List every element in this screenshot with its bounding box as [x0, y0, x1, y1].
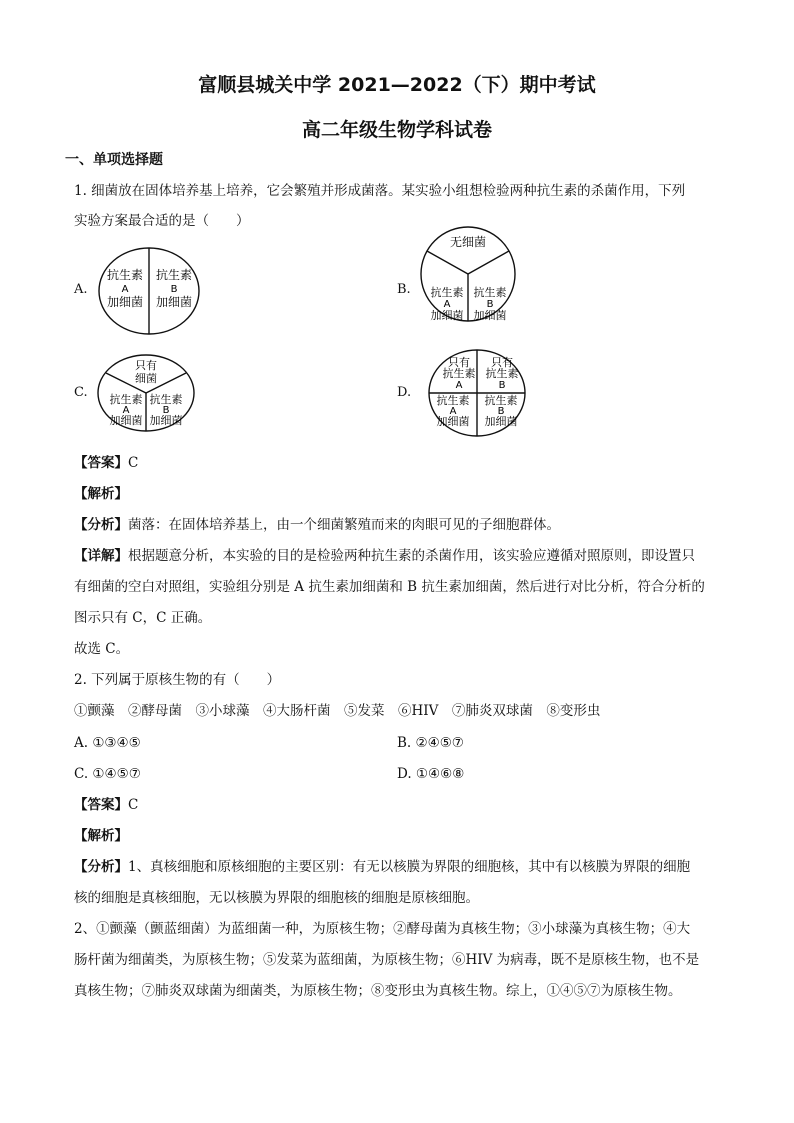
label-text: 抗生素 — [109, 393, 143, 406]
label-text: B — [170, 284, 178, 295]
label-text: 抗生素 — [149, 393, 183, 406]
divider-line — [468, 251, 509, 274]
q1-option-d-diagram — [427, 348, 527, 438]
answer-tag: 【答案】 — [74, 455, 128, 471]
q2-option-d: D. ①④⑥⑧ — [397, 766, 465, 782]
label-text: 抗生素 — [485, 367, 519, 380]
label-text: 抗生素 — [442, 367, 476, 380]
q2-items: ①颤藻 ②酵母菌 ③小球藻 ④大肠杆菌 ⑤发菜 ⑥HIV ⑦肺炎双球菌 ⑧变形虫 — [74, 703, 601, 719]
label-text: 抗生素 — [155, 268, 193, 282]
answer-value: C — [128, 797, 139, 813]
label-text: A — [449, 406, 457, 417]
fenxi-tag: 【分析】 — [74, 517, 128, 533]
label-text: 加细菌 — [106, 295, 144, 309]
q1-option-b-label: B. — [397, 282, 411, 297]
q2-analysis-tag: 【解析】 — [74, 828, 128, 844]
q1-option-a-diagram — [98, 246, 202, 338]
label-text: 抗生素 — [106, 268, 144, 282]
label-text: A — [455, 380, 463, 391]
label-text: 加细菌 — [436, 415, 470, 428]
label-text: 只有 — [491, 356, 513, 369]
xiangjie-text: 根据题意分析，本实验的目的是检验两种抗生素的杀菌作用，该实验应遵循对照原则，即设置只 — [128, 548, 695, 564]
q2-p2-line3: 真核生物；⑦肺炎双球菌为细菌类，为原核生物；⑧变形虫为真核生物。综上，①④⑤⑦为原核生物。 — [74, 983, 682, 999]
label-text: 只有 — [448, 356, 470, 369]
page-subtitle: 高二年级生物学科试卷 — [301, 119, 492, 141]
q1-option-c-label: C. — [74, 385, 88, 400]
q1-option-a-label: A. — [74, 282, 88, 297]
section-heading: 一、单项选择题 — [65, 152, 163, 168]
fenxi-text: 1、真核细胞和原核细胞的主要区别：有无以核膜为界限的细胞核，其中有以核膜为界限的细胞 — [128, 859, 691, 875]
q2-fenxi-line2: 核的细胞是真核细胞，无以核膜为界限的细胞核的细胞是原核细胞。 — [74, 890, 479, 906]
q2-option-c: C. ①④⑤⑦ — [74, 766, 141, 782]
q1-stem-line2: 实验方案最合适的是（ ） — [74, 213, 250, 229]
label-text: 加细菌 — [149, 414, 183, 427]
q2-stem: 2. 下列属于原核生物的有（ ） — [74, 672, 281, 688]
q2-fenxi-line1 — [74, 858, 690, 876]
page-title: 富顺县城关中学 2021—2022（下）期中考试 — [198, 74, 596, 96]
label-text: 加细菌 — [155, 295, 193, 309]
q1-xiangjie-line1 — [74, 547, 695, 565]
q1-conclusion: 故选 C。 — [74, 641, 130, 657]
xiangjie-tag: 【详解】 — [74, 548, 128, 564]
q1-analysis-tag: 【解析】 — [74, 486, 128, 502]
label-text: 加细菌 — [473, 309, 507, 322]
label-text: 抗生素 — [473, 286, 507, 299]
q1-option-b-diagram — [419, 224, 517, 324]
q1-xiangjie-line2: 有细菌的空白对照组，实验组分别是 A 抗生素加细菌和 B 抗生素加细菌，然后进行对比分析，符合分析的 — [74, 579, 705, 595]
label-text: 只有 — [135, 359, 157, 372]
label-text: A — [122, 405, 130, 416]
label-text: 无细菌 — [449, 235, 487, 249]
label-text: 加细菌 — [430, 309, 464, 322]
label-text: 加细菌 — [109, 414, 143, 427]
label-text: B — [497, 406, 505, 417]
answer-value: C — [128, 455, 139, 471]
q2-p2-line2: 肠杆菌为细菌类，为原核生物；⑤发菜为蓝细菌，为原核生物；⑥HIV 为病毒，既不是原核生物，也不是 — [74, 952, 700, 968]
label-text: 抗生素 — [484, 394, 518, 407]
fenxi-tag: 【分析】 — [74, 859, 128, 875]
fenxi-text: 菌落：在固体培养基上，由一个细菌繁殖而来的肉眼可见的子细胞群体。 — [128, 517, 560, 533]
label-text: B — [486, 299, 494, 310]
q1-stem-line1: 1. 细菌放在固体培养基上培养，它会繁殖并形成菌落。某实验小组想检验两种抗生素的杀菌作用，下列 — [74, 183, 686, 199]
label-text: 抗生素 — [436, 394, 470, 407]
label-text: A — [121, 284, 129, 295]
q1-xiangjie-line3: 图示只有 C，C 正确。 — [74, 610, 212, 626]
q1-fenxi — [74, 516, 560, 534]
q1-option-c-diagram — [96, 353, 196, 433]
q2-p2-line1: 2、①颤藻（颤蓝细菌）为蓝细菌一种，为原核生物；②酵母菌为真核生物；③小球藻为真核生物；④大 — [74, 921, 691, 937]
label-text: B — [498, 380, 506, 391]
label-text: A — [443, 299, 451, 310]
divider-line — [427, 251, 468, 274]
answer-tag: 【答案】 — [74, 797, 128, 813]
q1-option-d-label: D. — [397, 385, 412, 400]
label-text: B — [162, 405, 170, 416]
label-text: 抗生素 — [430, 286, 464, 299]
q1-answer — [74, 454, 138, 472]
q2-option-a: A. ①③④⑤ — [74, 735, 141, 751]
q2-answer — [74, 796, 138, 814]
label-text: 加细菌 — [484, 415, 518, 428]
label-text: 细菌 — [135, 372, 157, 385]
q2-option-b: B. ②④⑤⑦ — [397, 735, 464, 751]
